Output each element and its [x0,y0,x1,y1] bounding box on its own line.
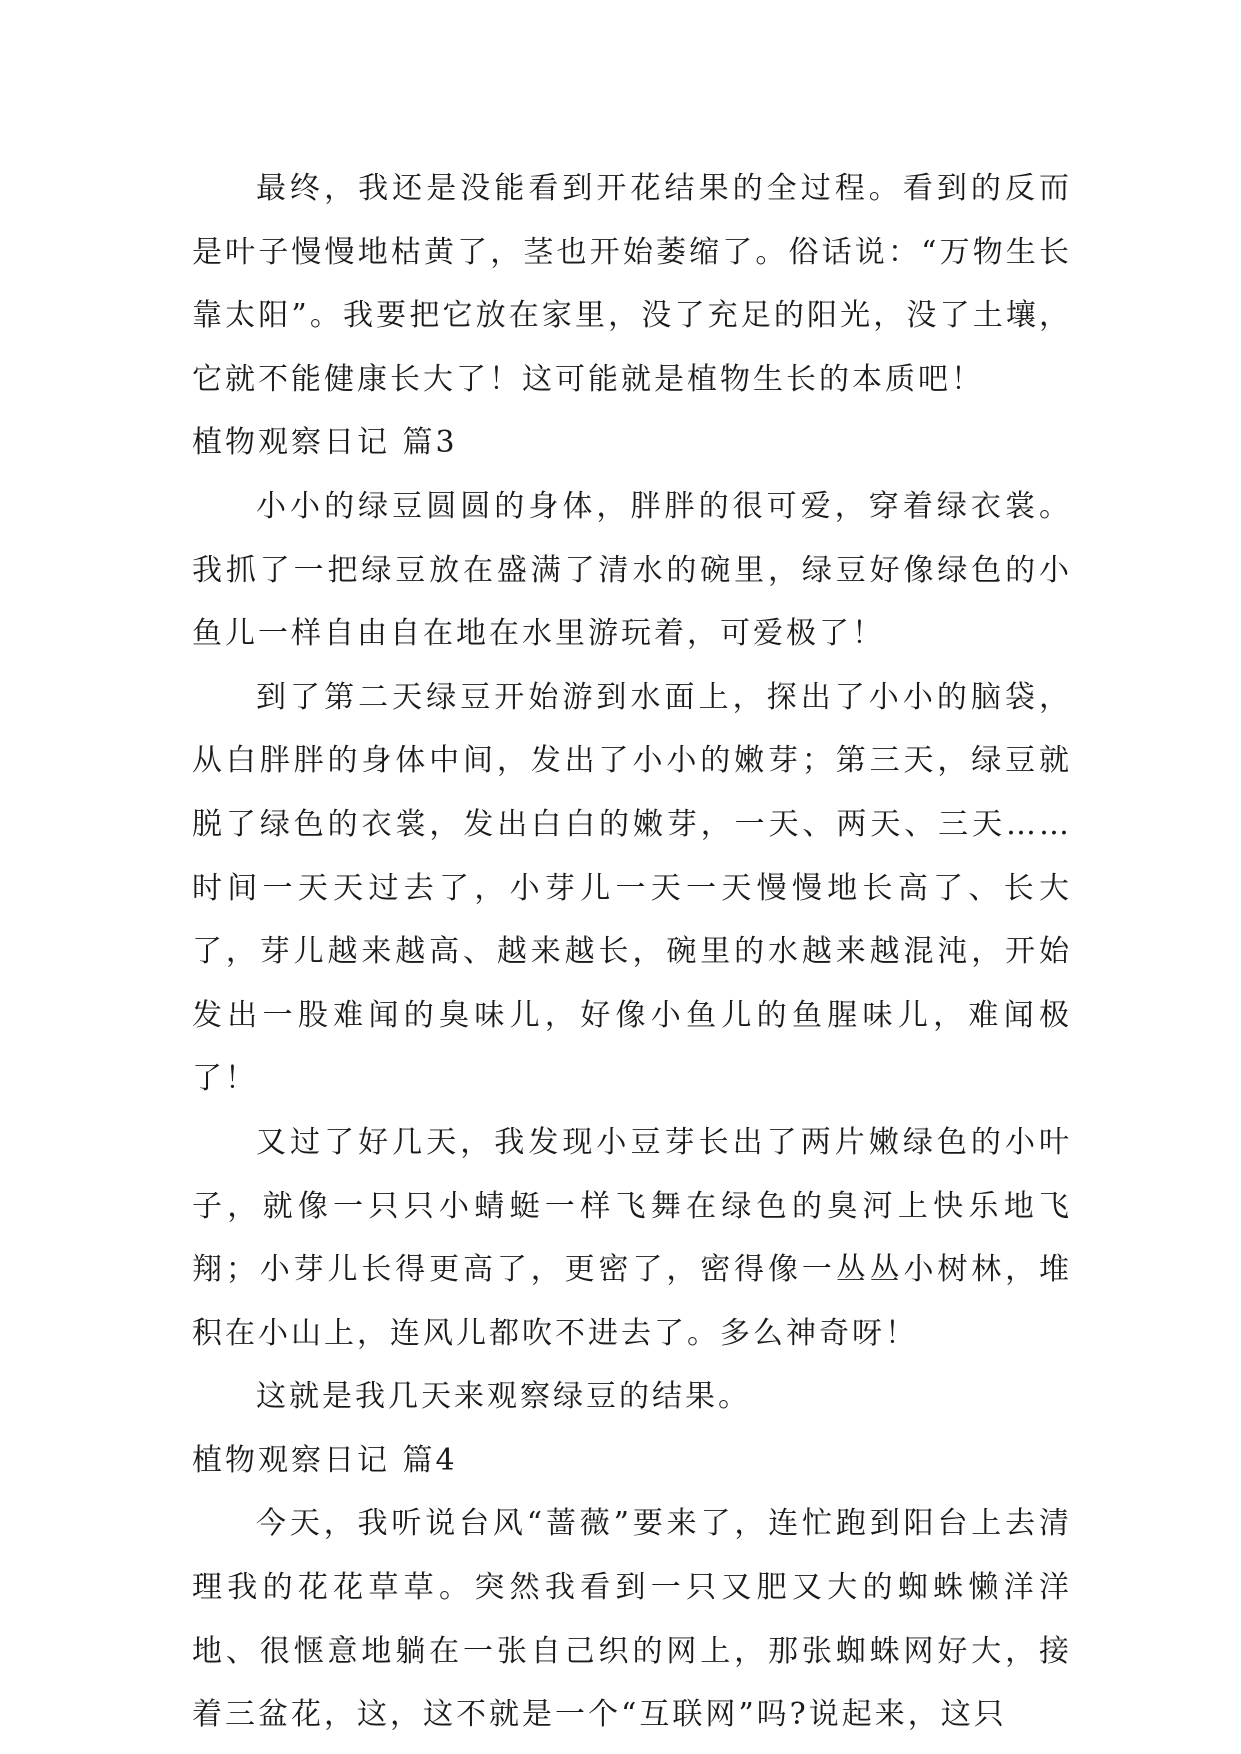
section-heading-4: 植物观察日记 篇4 [192,1442,458,1478]
document-page [192,157,1072,1747]
paragraph-conclusion: 最终，我还是没能看到开花结果的全过程。看到的反而是叶子慢慢地枯黄了，茎也开始萎缩了。俗话说：“万物生长靠太阳”。我要把它放在家里，没了充足的阳光，没了土壤，它就不能健康长大了！这可能就是植物生长的本质吧！ [192,171,1072,397]
paragraph-day-two: 到了第二天绿豆开始游到水面上，探出了小小的脑袋，从白胖胖的身体中间，发出了小小的嫩芽；第三天，绿豆就脱了绿色的衣裳，发出白白的嫩芽，一天、两天、三天……时间一天天过去了，小芽儿一天一天慢慢地长高了、长大了，芽儿越来越高、越来越长，碗里的水越来越混沌，开始发出一股难闻的臭味儿，好像小鱼儿的鱼腥味儿，难闻极了！ [192,679,1072,1097]
section-heading-3: 植物观察日记 篇3 [192,425,458,461]
paragraph-leaves: 又过了好几天，我发现小豆芽长出了两片嫩绿色的小叶子，就像一只只小蜻蜓一样飞舞在绿色的臭河上快乐地飞翔；小芽儿长得更高了，更密了，密得像一丛丛小树林，堆积在小山上，连风儿都吹不进去了。多么神奇呀！ [192,1124,1072,1351]
paragraph-result: 这就是我几天来观察绿豆的结果。 [256,1379,751,1415]
paragraph-typhoon: 今天，我听说台风“蔷薇”要来了，连忙跑到阳台上去清理我的花花草草。突然我看到一只又肥又大的蜘蛛懒洋洋地、很惬意地躺在一张自己织的网上，那张蜘蛛网好大，接着三盆花，这，这不就是一个“互联网”吗?说起来，这只 [192,1506,1072,1733]
paragraph-mung-beans: 小小的绿豆圆圆的身体，胖胖的很可爱，穿着绿衣裳。我抓了一把绿豆放在盛满了清水的碗里，绿豆好像绿色的小鱼儿一样自由自在地在水里游玩着，可爱极了！ [192,488,1072,652]
